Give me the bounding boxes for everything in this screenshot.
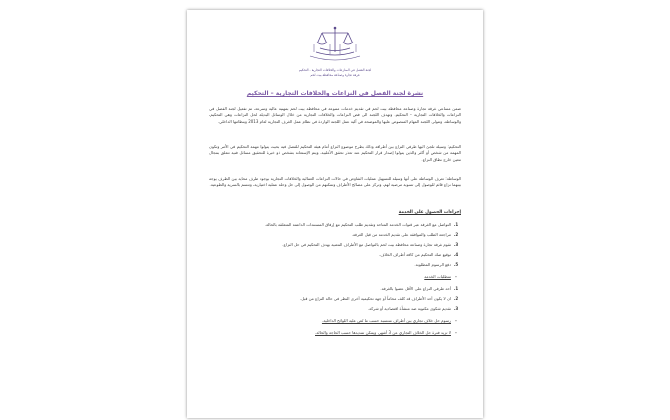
arbitration-paragraph: التحكيم: وسيلة تلجئ اليها طرفي النزاع بين أطرافه وذلك بطرح موضوع النزاع أمام هيئة التحكيم للفصل فيه بحيث يتولوا مهمة التحكيم في الأمر وتكون المهمة من شخص أو أكثر والذين يتولوا إصدار قرار التحكيم عند تعذر تحقق الأغلبية، ويتم الإستعانة بشخص ذو خبرة للتحقيق مسائل فنية تتعلق بمجال معين خارج نطاق النزاع.: [209, 144, 461, 162]
procedure-step: [209, 242, 461, 249]
document-title: نشرة لجنة الفصل في النزاعات والخلافات التجارية – التحكيم: [246, 90, 424, 97]
condition-text: أحد طرفي النزاع على الأقل عضوا بالغرفة.: [380, 286, 451, 291]
item-number: 2.: [453, 296, 459, 301]
bullet-dash: -: [455, 274, 457, 279]
procedures-heading: إجراءات الحصول على الخدمة: [398, 210, 461, 215]
step-text: توقيع صك التحكيم من كافة أطراف الخلاف.: [379, 252, 451, 257]
condition-text: تقديم شكوى مكتوبة ضد منشأة اقتصادية أو شركة.: [367, 306, 451, 311]
bullet-dash: -: [455, 318, 457, 323]
bullet-dash: -: [455, 330, 457, 335]
conditions-heading: متطلبات الخدمة: [424, 274, 451, 279]
procedure-step: [209, 262, 461, 269]
condition-text: ان لا يكون أحد الأطراف قد كلف محاماً أو جهة تحكيمية أخرى النظر في حالة النزاع من قبل.: [299, 296, 451, 301]
condition-item: [209, 318, 461, 325]
document-page: [187, 10, 483, 418]
step-text: دفع الرسوم المطلوبة.: [414, 262, 451, 267]
chamber-logo: [302, 22, 368, 66]
item-number: 1.: [453, 286, 459, 291]
condition-text: لا تزيد فترة حل الخلاف التجاري عن 3 أشهر، ويمكن تمديدها حسب الحاجة والحالة.: [315, 330, 451, 335]
org-name-line1: لجنة الفصل في المنازعات والخلافات التجارية - التحكيم: [298, 68, 372, 72]
step-text: مراجعة الطلب والموافقة على تقديم الخدمة من قبل الغرفة.: [351, 232, 451, 237]
conditions-heading-row: [209, 274, 461, 281]
condition-item: [209, 296, 461, 303]
step-number: 4.: [453, 252, 459, 257]
intro-paragraph: ضمن مساعي غرفة تجارة وصناعة محافظة بيت لحم في تقديم خدمات متنوعة في محافظة بيت لحم بمهنية عالية وسرعة، تم تفعيل لجنة الفصل في النزاعات والخلافات التجارية – التحكيم. وتهدف اللجنة الى فض النزاعات والخلافات التجارية من خلال الوسائل البديلة لحل النزاعات وهي التحكيم، والوساطة، وتتولى اللجنة المهام المنصوص عليها والموضحة في آلية عمل اللجنة الواردة في نظام عمل الغرف التجارية لعام 2013 وبنظامها الداخلي.: [209, 106, 461, 124]
step-number: 3.: [453, 242, 459, 247]
condition-item: [209, 330, 461, 337]
condition-text: رسوم حل خلاف تجاري بين أطراف منتسبة حسب ما نُص عليه اللوائح الداخلية.: [321, 318, 451, 323]
scales-of-justice-icon: [302, 22, 368, 66]
procedure-step: [209, 222, 461, 229]
org-name-line2: غرفة تجارة وصناعة محافظة بيت لحم: [310, 73, 360, 77]
step-number: 5.: [453, 262, 459, 267]
procedure-step: [209, 252, 461, 259]
step-number: 2.: [453, 232, 459, 237]
step-text: التواصل مع الغرفة عبر قنوات الخدمة المتاحة وتقديم طلب التحكيم مع إرفاق المستندات الداعمة المتعلقة بالحالة.: [264, 222, 451, 227]
condition-item: [209, 286, 461, 293]
step-number: 1.: [453, 222, 459, 227]
item-number: 3.: [453, 306, 459, 311]
step-text: تقوم غرفة تجارة وصناعة محافظة بيت لحم بالتواصل مع الأطراف المعنية بهدف التحكيم في حل النزاع.: [282, 242, 451, 247]
mediation-paragraph: الوساطة: تعرف الوساطة على أنها وسيلة للتسهيل عمليات التفاوض في حالات النزاعات العمالية والخلافات التجارية بوجود طرف محايد بين الطرف يوجه بينهما نزاع قائم للوصول إلى تسوية مرضية لهم، وتركز على مصالح الأطراف وتمكنهم من الوصول إلى حل وحلة عملية اختيارية، وتتسم بالسرية والطوعية.: [209, 176, 461, 188]
procedure-step: [209, 232, 461, 239]
condition-item: [209, 306, 461, 313]
